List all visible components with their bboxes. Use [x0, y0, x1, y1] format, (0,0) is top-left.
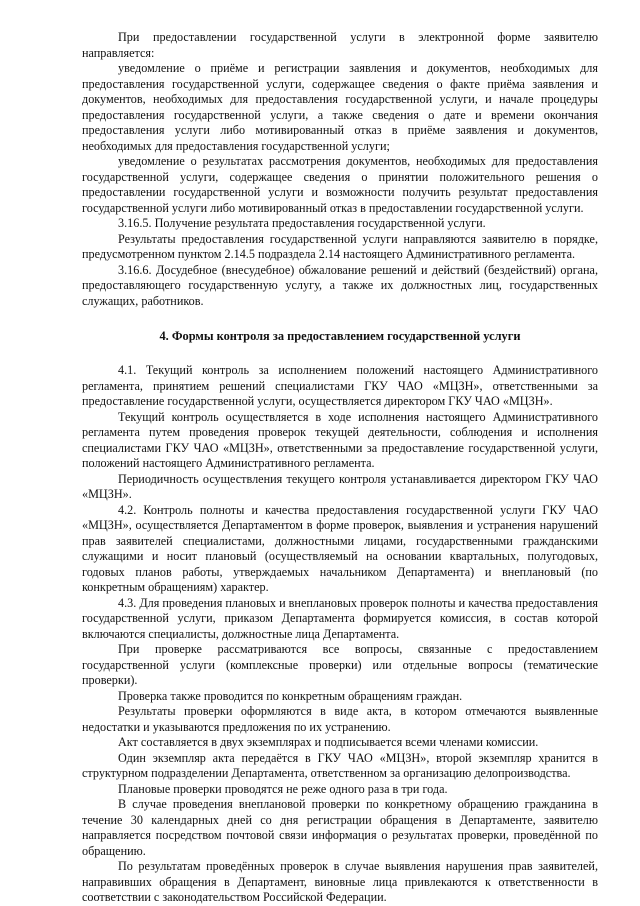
- paragraph: Текущий контроль осуществляется в ходе исполнения настоящего Административного регламента путем проведения проверок текущей деятельности, соблюдения и исполнения специалистами ГКУ ЧАО «МЦЗН», ответственными за предоставление государственной услуги, положений настоящего Административного регламента.: [82, 409, 598, 470]
- paragraph: Проверка также проводится по конкретным обращениям граждан.: [118, 688, 463, 703]
- paragraph: Периодичность осуществления текущего контроля устанавливается директором ГКУ ЧАО «МЦЗН».: [82, 471, 598, 501]
- paragraph: Один экземпляр акта передаётся в ГКУ ЧАО «МЦЗН», второй экземпляр хранится в структурном подразделении Департамента, ответственном за организацию делопроизводства.: [82, 750, 598, 780]
- paragraph: 4.1. Текущий контроль за исполнением положений настоящего Административного регламента, принятием решений специалистами ГКУ ЧАО «МЦЗН», ответственными за предоставление государственной услуги, осуществляется директором ГКУ ЧАО «МЦЗН».: [82, 363, 598, 408]
- paragraph: уведомление о приёме и регистрации заявления и документов, необходимых для предоставления государственной услуги, содержащее сведения о факте приёма заявления и документов, необходимых для предоставления государственной услуги, и начале процедуры предоставления государственной услуги, а также сведения о дате и времени окончания предоставления услуги либо мотивированный отказ в приёме заявления и документов, необходимых для предоставления государственной услуги;: [82, 61, 598, 153]
- paragraph: уведомление о результатах рассмотрения документов, необходимых для предоставления государственной услуги, содержащее сведения о принятии положительного решения о предоставлении государственной услуги и возможности получить результат предоставления государственной услуги либо мотивированный отказ в предоставлении государственной услуги.: [82, 154, 598, 215]
- paragraph: По результатам проведённых проверок в случае выявления нарушения прав заявителей, направивших обращения в Департамент, виновные лица привлекаются к ответственности в соответствии с законодательством Российской Федерации.: [82, 859, 598, 904]
- section-body: [82, 363, 598, 906]
- paragraph: Акт составляется в двух экземплярах и подписывается всеми членами комиссии.: [118, 735, 539, 749]
- paragraph: Плановые проверки проводятся не реже одного раза в три года.: [118, 781, 448, 796]
- paragraph: 3.16.6. Досудебное (внесудебное) обжалование решений и действий (бездействий) органа, предоставляющего государственную услугу, а также их должностных лиц, государственных служащих, работников.: [82, 262, 598, 308]
- paragraph: В случае проведения внеплановой проверки по конкретному обращению гражданина в течение 30 календарных дней со дня регистрации обращения в Департаменте, заявителю направляется посредством почтовой связи информация о результатах проверки, проведённой по обращению.: [82, 797, 598, 858]
- paragraph: При предоставлении государственной услуги в электронной форме заявителю направляется:: [82, 30, 598, 60]
- paragraph: Результаты предоставления государственной услуги направляются заявителю в порядке, предусмотренном пунктом 2.14.5 подраздела 2.14 настоящего Административного регламента.: [82, 231, 598, 261]
- top-section: [82, 30, 598, 309]
- paragraph: 4.2. Контроль полноты и качества предоставления государственной услуги ГКУ ЧАО «МЦЗН», осуществляется Департаментом в форме проверок, выявления и устранения нарушений прав заявителей специалистами, должностными лицами, государственными гражданскими служащими и носит плановый (осуществляемый на основании квартальных, полугодовых, годовых планов работы, утверждаемых начальником Департамента) и внеплановый (по конкретным обращениям) характер.: [82, 502, 598, 594]
- paragraph: Результаты проверки оформляются в виде акта, в котором отмечаются выявленные недостатки и указываются предложения по их устранению.: [82, 704, 598, 734]
- paragraph: 4.3. Для проведения плановых и внеплановых проверок полноты и качества предоставления государственной услуги, приказом Департамента формируется комиссия, в состав которой включаются специалисты, должностные лица Департамента.: [82, 595, 598, 641]
- paragraph: 3.16.5. Получение результата предоставления государственной услуги.: [118, 216, 486, 230]
- section-heading: 4. Формы контроля за предоставлением государственной услуги: [159, 329, 521, 343]
- paragraph: При проверке рассматриваются все вопросы, связанные с предоставлением государственной услуги (комплексные проверки) или отдельные вопросы (тематические проверки).: [82, 642, 598, 687]
